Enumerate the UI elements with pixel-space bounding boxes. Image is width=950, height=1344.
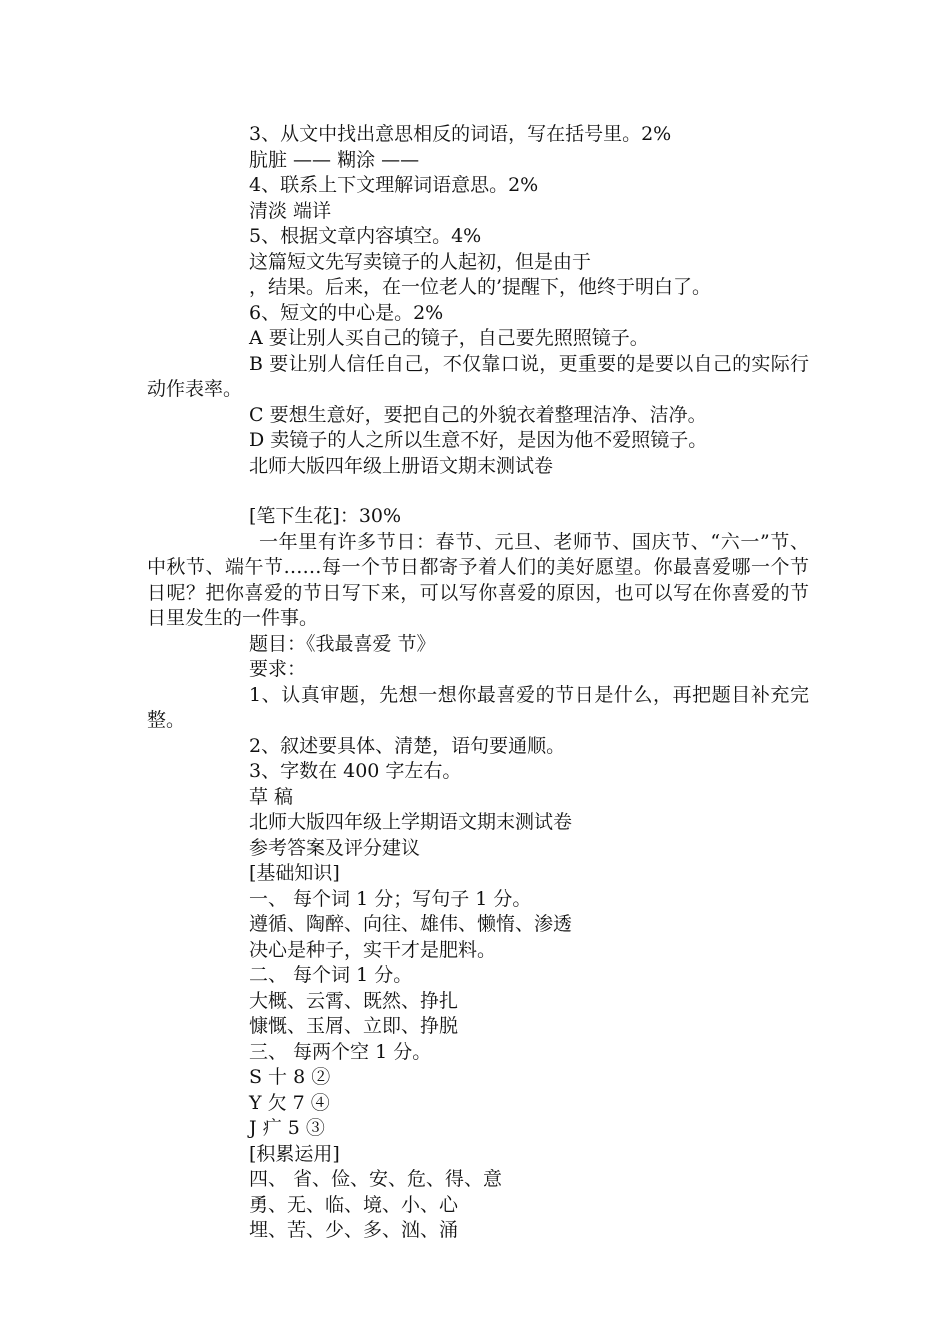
writing-topic: 题目：《我最喜爱 节》 bbox=[249, 632, 436, 655]
exam-title-1: 北师大版四年级上册语文期末测试卷 bbox=[249, 454, 554, 477]
answer-title: 参考答案及评分建议 bbox=[249, 836, 421, 859]
answer-4-line-1: 四、 省、俭、安、危、得、意 bbox=[249, 1168, 503, 1190]
answer-2-words-2: 慷慨、玉屑、立即、挣脱 bbox=[249, 1015, 459, 1037]
document-page bbox=[147, 122, 809, 1244]
question-3: 3、从文中找出意思相反的词语，写在括号里。2% bbox=[249, 123, 672, 145]
option-d: D 卖镜子的人之所以生意不好，是因为他不爱照镜子。 bbox=[249, 429, 708, 451]
requirement-2: 2、叙述要具体、清楚，语句要通顺。 bbox=[249, 734, 566, 757]
writing-heading: [笔下生花]：30% bbox=[249, 505, 402, 527]
answer-4-line-3: 埋、苦、少、多、汹、涌 bbox=[249, 1219, 459, 1241]
answer-2-words-1: 大概、云霄、既然、挣扎 bbox=[249, 989, 459, 1012]
question-3-words: 肮脏 —— 糊涂 —— bbox=[249, 148, 420, 171]
answer-1: 一、 每个词 1 分；写句子 1 分。 bbox=[249, 887, 532, 910]
requirement-3: 3、字数在 400 字左右。 bbox=[249, 760, 462, 782]
answer-3-s: S 十 8 ② bbox=[249, 1066, 331, 1088]
answer-3-j: J 疒 5 ③ bbox=[249, 1117, 325, 1139]
question-5: 5、根据文章内容填空。4% bbox=[249, 225, 482, 247]
option-b: B 要让别人信任自己，不仅靠口说，更重要的是要以自己的实际行动作表率。 bbox=[147, 352, 809, 400]
answer-3-y: Y 欠 7 ④ bbox=[249, 1091, 330, 1114]
requirements-label: 要求： bbox=[249, 658, 307, 680]
question-6: 6、短文的中心是。2% bbox=[249, 301, 444, 324]
answer-3: 三、 每两个空 1 分。 bbox=[249, 1040, 432, 1063]
question-4-words: 清淡 端详 bbox=[249, 199, 332, 222]
answer-1-words: 遵循、陶醉、向往、雄伟、懒惰、渗透 bbox=[249, 913, 573, 935]
blank-line bbox=[147, 479, 809, 504]
answer-2: 二、 每个词 1 分。 bbox=[249, 964, 413, 986]
answer-1-sentence: 决心是种子，实干才是肥料。 bbox=[249, 938, 497, 961]
option-a: A 要让别人买自己的镜子，自己要先照照镜子。 bbox=[249, 327, 649, 349]
answer-4-line-2: 勇、无、临、境、小、心 bbox=[249, 1193, 459, 1216]
requirement-1: 1、认真审题，先想一想你最喜爱的节日是什么，再把题目补充完整。 bbox=[147, 683, 809, 731]
exam-title-2: 北师大版四年级上学期语文期末测试卷 bbox=[249, 811, 573, 833]
question-5-text-2: ，结果。后来，在一位老人的’提醒下，他终于明白了。 bbox=[249, 276, 712, 298]
question-4: 4、联系上下文理解词语意思。2% bbox=[249, 174, 539, 196]
option-c: C 要想生意好，要把自己的外貌衣着整理洁净、洁净。 bbox=[249, 403, 707, 426]
section-accumulate: [积累运用] bbox=[249, 1142, 340, 1165]
draft-label: 草 稿 bbox=[249, 785, 294, 808]
question-5-text-1: 这篇短文先写卖镜子的人起初，但是由于 bbox=[249, 250, 592, 273]
section-basic: [基础知识] bbox=[249, 862, 340, 884]
writing-prompt: 一年里有许多节日：春节、元旦、老师节、国庆节、“六一”节、中秋节、端午节……每一个节日都寄予着人们的美好愿望。你最喜爱哪一个节日呢？把你喜爱的节日写下来，可以写你喜爱的原因，也可以写在你喜爱的节日里发生的一件事。 bbox=[147, 530, 809, 629]
